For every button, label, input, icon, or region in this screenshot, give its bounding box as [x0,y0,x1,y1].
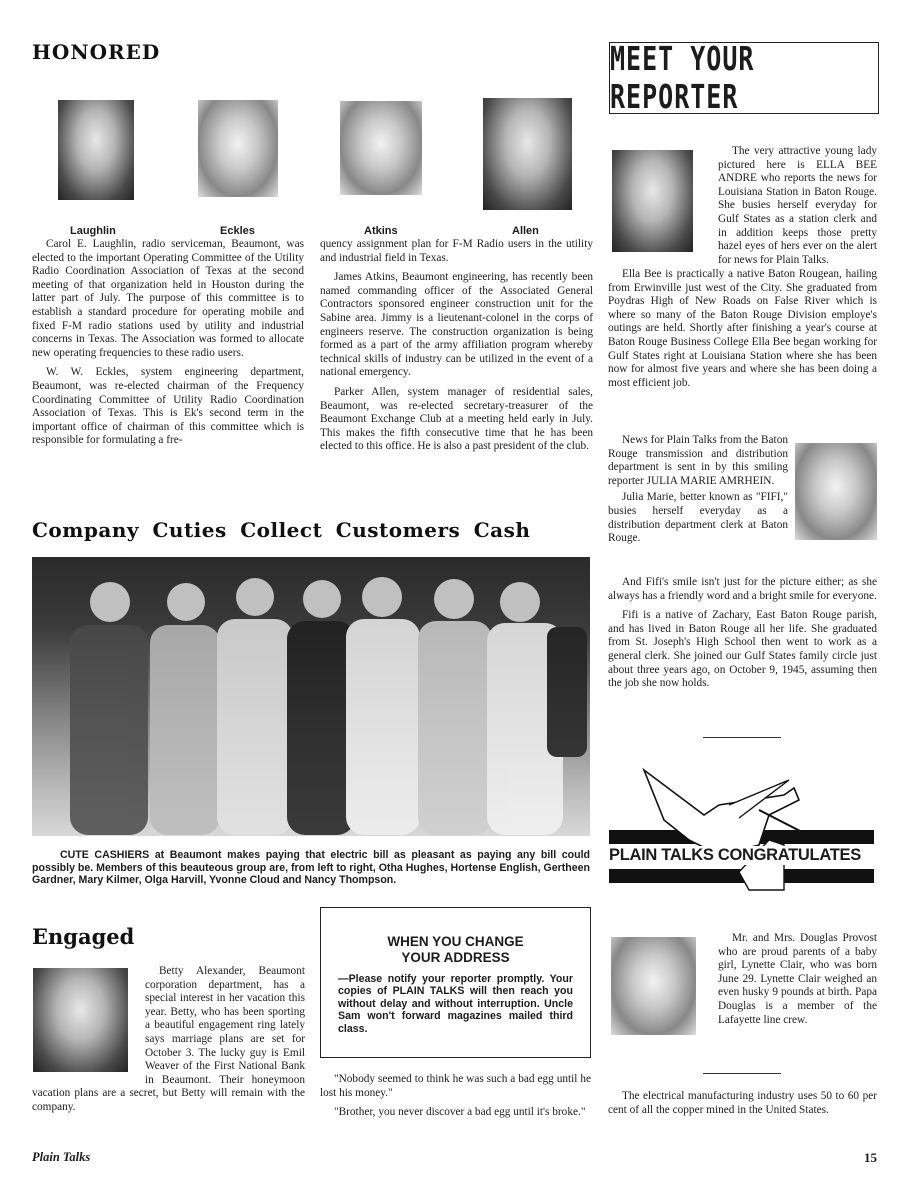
paragraph: W. W. Eckles, system engineering department, Beaumont, was re-elected chairman of the Frequency Coordinating Committee of Utility Radio Coordination Association of Texas. This is Ek's second term in the important office of chairman of this committee which is responsible for formulating a fre- [32,366,304,447]
honored-heading: HONORED [32,40,161,64]
paragraph: The electrical manufacturing industry uses 50 to 60 per cent of all the copper mined in the United States. [608,1090,877,1116]
notice-title-line: WHEN YOU CHANGE [387,934,524,949]
julia-intro [608,434,788,546]
engaged-text [32,965,305,1121]
julia-body [608,576,877,697]
photo-eckles [198,100,278,197]
photo-laughlin [58,100,134,200]
honored-right-column [320,238,593,460]
paragraph: Ella Bee is practically a native Baton Rougean, hailing from Erwinville just west of the City. She graduated from Poydras High of New Roads on False River which is where so many of the Baton Rouge Division employe's outings are held. Shortly after finishing a year's course at Baton Rouge Business College Ella Bee began working for Gulf States right at Louisiana Station where she has been now for almost five years and where she has been doing a most efficient job. [608,268,877,389]
caption-eckles: Eckles [220,225,255,237]
notice-title [321,934,590,966]
paragraph: Parker Allen, system manager of residential sales, Beaumont, was re-elected secretary-treasurer of the Beaumont Exchange Club at a meeting held early in July. This makes the fifth consecutive time that he has been elected to this office. He is also a past president of the club. [320,385,593,453]
photo-ella-bee-andre [612,150,693,252]
group-photo-cashiers [32,557,590,836]
paragraph: Mr. and Mrs. Douglas Provost who are proud parents of a baby girl, Lynette Clair, who was born June 29. Lynette Clair weighed an even husky 9 pounds at birth. Papa Douglas is a member of the Lafayette line crew. [718,932,877,1026]
cuties-caption [32,849,590,887]
paragraph: James Atkins, Beaumont engineering, has recently been named commanding officer of the Associated General Contractors sponsored engineer construction unit for the Sabine area. Jimmy is a lieutenant-colonel in the corps of engineers reserve. The construction organization is being formed as a part of the army affiliation program whereby technical skills of industry can be utilized in the event of a national emergency. [320,271,593,379]
copper-fact [608,1090,877,1123]
change-address-notice [320,907,591,1058]
paragraph: The very attractive young lady pictured here is ELLA BEE ANDRE who reports the news for Louisiana Station in Baton Rouge. She busies herself everyday for Gulf States as a station clerk and in addition keeps those pretty hazel eyes of hers ever on the alert for news for Plain Talks. [718,145,877,266]
paragraph: quency assignment plan for F-M Radio users in the utility and industrial field in Texas. [320,238,593,264]
paragraph: "Brother, you never discover a bad egg until it's broke." [334,1106,586,1119]
divider [703,737,781,738]
footer-publication: Plain Talks [32,1150,91,1164]
cuties-heading: Company Cuties Collect Customers Cash [32,518,531,542]
caption-laughlin: Laughlin [70,225,116,237]
paragraph: Fifi is a native of Zachary, East Baton Rouge parish, and has lived in Baton Rouge all her life. She graduated from St. Joseph's High School then went to work as a general clerk. She joined our Gulf States family circle just about three years ago, on October 9, 1945, assuming then the job she now holds. [608,609,877,690]
paragraph: Betty Alexander, Beaumont corporation department, has a special interest in her vacation this year. Betty, who has been sporting a beautiful engagement ring lately says marriage plans are set for October 3. The lucky guy is Emil Weaver of the First National Bank in Beaumont. Their honeymoon vacation plans are a secret, but Betty will remain with the company. [32,965,305,1113]
caption-atkins: Atkins [364,225,398,237]
honored-left-column [32,238,304,454]
caption-lead: CUTE CASHIERS [60,849,150,861]
photo-atkins [340,101,422,195]
notice-body: —Please notify your reporter promptly. Your copies of PLAIN TALKS will then reach you without delay and without interruption. Uncle Sam won't forward magazines mailed third class. [338,973,573,1035]
photo-allen [483,98,572,210]
engaged-heading: Engaged [32,924,135,949]
notice-title-line: YOUR ADDRESS [401,950,510,965]
meet-your-reporter-heading: MEET YOUR REPORTER [610,40,755,116]
photo-douglas-provost [611,937,696,1035]
paragraph: "Nobody seemed to think he was such a bad egg until he lost his money." [320,1073,591,1099]
divider [703,1073,781,1074]
paragraph: Julia Marie, better known as "FIFI," busies herself everyday as a distribution department clerk at Baton Rouge. [608,491,788,545]
page-number: 15 [864,1150,877,1165]
stork-icon [609,760,879,895]
paragraph: Carol E. Laughlin, radio serviceman, Beaumont, was elected to the important Operating Committee of the Utility Radio Coordination Association of Texas at the second meeting of that organization held in Houston during the latter part of July. The purpose of this committee is to establish a standard procedure for operating mobile and fixed F-M radio stations used by utility and industrial concerns in Texas. The Association was formed to allocate new operating frequencies to these radio users. [32,238,304,359]
cashiers-silhouettes [32,557,590,836]
plain-talks-congratulates-banner [609,760,879,895]
banner-text: PLAIN TALKS CONGRATULATES [609,846,874,865]
photo-julia-marie-amrhein [795,443,877,540]
ella-intro [718,145,877,267]
ella-body [608,268,877,396]
caption-allen: Allen [512,225,539,237]
paragraph: And Fifi's smile isn't just for the picture either; as she always has a friendly word and a bright smile for everyone. [608,576,877,602]
caption-text: at Beaumont makes paying that electric bill as pleasant as paying any bill could possibly be. Members of this beauteous group are, from left to right, Otha Hughes, Hortense English, Gertheen Gardner, Mary Kilmer, Olga Harvill, Yvonne Cloud and Nancy Thompson. [32,849,591,887]
joke [320,1073,591,1126]
congrats-text [718,932,877,1027]
paragraph: News for Plain Talks from the Baton Rouge transmission and distribution department is sent in by this smiling reporter JULIA MARIE AMRHEIN. [608,434,788,487]
meet-your-reporter-box [609,42,879,114]
